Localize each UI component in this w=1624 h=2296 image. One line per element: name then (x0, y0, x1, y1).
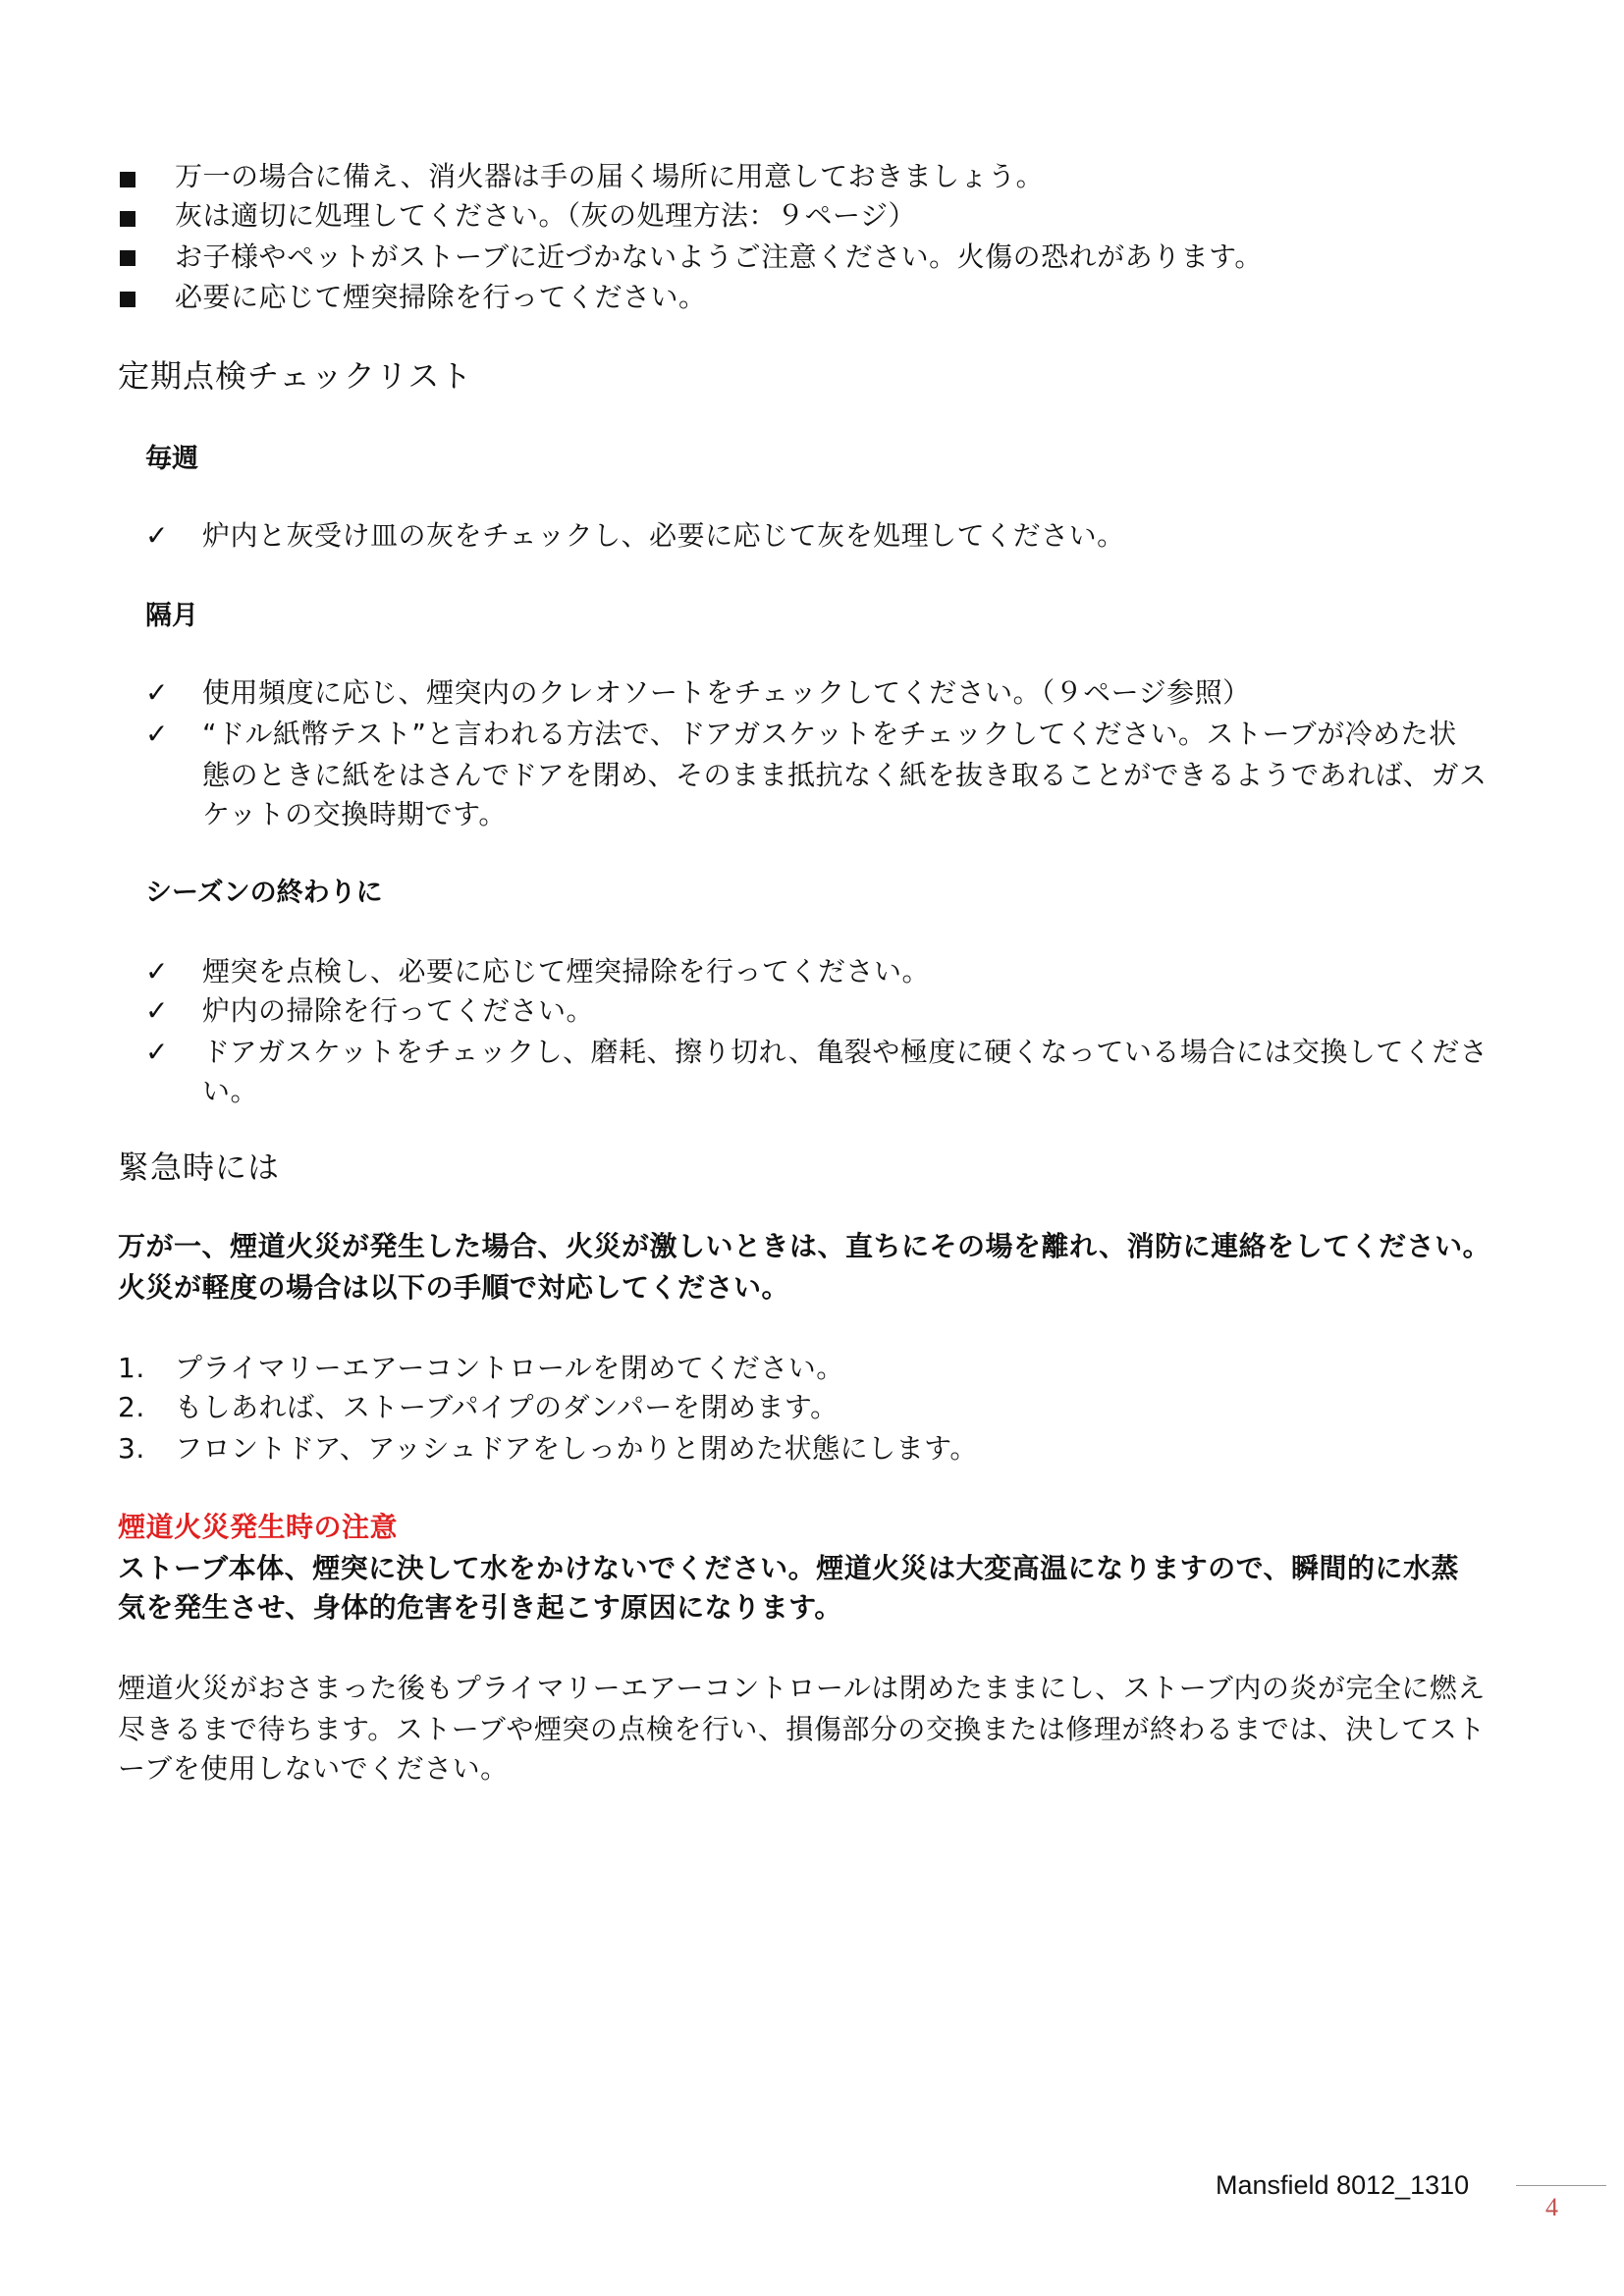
check-icon: ✓ (145, 955, 169, 988)
weekly-heading: 毎週 (145, 444, 198, 474)
step-number: 1. (118, 1352, 145, 1384)
bimonthly-item-line: “ドル紙幣テスト”と言われる方法で、ドアガスケットをチェックしてください。ストーブが冷めた状 (202, 718, 1457, 750)
check-icon: ✓ (145, 718, 169, 750)
after-fire-line: ーブを使用しないでください。 (118, 1752, 509, 1785)
emergency-intro-line: 万が一、煙道火災が発生した場合、火災が激しいときは、直ちにその場を離れ、消防に連絡をしてください。 (118, 1230, 1491, 1262)
bimonthly-item: 使用頻度に応じ、煙突内のクレオソートをチェックしてください。（９ページ参照） (202, 676, 1251, 709)
bullet-item: 灰は適切に処理してください。（灰の処理方法：９ページ） (175, 199, 916, 232)
caution-line: 気を発生させ、身体的危害を引き起こす原因になります。 (118, 1591, 842, 1624)
after-fire-line: 尽きるまで待ちます。ストーブや煙突の点検を行い、損傷部分の交換または修理が終わるまでは、決してスト (118, 1713, 1486, 1745)
check-icon: ✓ (145, 994, 169, 1027)
step-number: 2. (118, 1391, 145, 1423)
bullet-item: 万一の場合に備え、消火器は手の届く場所に用意しておきましょう。 (175, 160, 1045, 192)
after-fire-line: 煙道火災がおさまった後もプライマリーエアーコントロールは閉めたままにし、ストーブ内の炎が完全に燃え (118, 1672, 1486, 1704)
season-end-item: 炉内の掃除を行ってください。 (202, 994, 595, 1027)
step-text: プライマリーエアーコントロールを閉めてください。 (175, 1352, 844, 1384)
bimonthly-item-line: 態のときに紙をはさんでドアを閉め、そのまま抵抗なく紙を抜き取ることができるようであれば、ガス (202, 759, 1488, 791)
bullet-square-icon (120, 198, 135, 238)
season-end-item-line: ドアガスケットをチェックし、磨耗、擦り切れ、亀裂や極度に硬くなっている場合には交換してくださ (202, 1036, 1489, 1068)
footer-rule (1516, 2185, 1606, 2186)
check-icon: ✓ (145, 1036, 169, 1068)
check-icon: ✓ (145, 676, 169, 709)
bullet-item: お子様やペットがストーブに近づかないようご注意ください。火傷の恐れがあります。 (175, 240, 1263, 273)
bullet-item: 必要に応じて煙突掃除を行ってください。 (175, 281, 707, 313)
footer-doc-id: Mansfield 8012_1310 (1216, 2170, 1470, 2200)
season-end-item: 煙突を点検し、必要に応じて煙突掃除を行ってください。 (202, 955, 931, 988)
bimonthly-item-line: ケットの交換時期です。 (202, 798, 507, 830)
caution-title: 煙道火災発生時の注意 (118, 1511, 399, 1543)
emergency-intro-line: 火災が軽度の場合は以下の手順で対応してください。 (118, 1271, 790, 1304)
step-text: フロントドア、アッシュドアをしっかりと閉めた状態にします。 (175, 1432, 978, 1465)
weekly-item: 炉内と灰受け皿の灰をチェックし、必要に応じて灰を処理してください。 (202, 519, 1125, 552)
check-icon: ✓ (145, 519, 169, 552)
step-text: もしあれば、ストーブパイプのダンパーを閉めます。 (175, 1391, 839, 1423)
season-end-item-line: い。 (202, 1075, 259, 1107)
emergency-title: 緊急時には (118, 1148, 281, 1186)
season-end-heading: シーズンの終わりに (145, 878, 383, 908)
step-number: 3. (118, 1432, 145, 1465)
bullet-square-icon (120, 159, 135, 198)
page-number: 4 (1545, 2193, 1558, 2221)
bullet-square-icon (120, 238, 135, 277)
bimonthly-heading: 隔月 (145, 601, 198, 631)
checklist-title: 定期点検チェックリスト (118, 357, 473, 395)
caution-line: ストーブ本体、煙突に決して水をかけないでください。煙道火災は大変高温になりますので、瞬間的に水蒸 (118, 1552, 1460, 1584)
bullet-square-icon (120, 279, 135, 318)
